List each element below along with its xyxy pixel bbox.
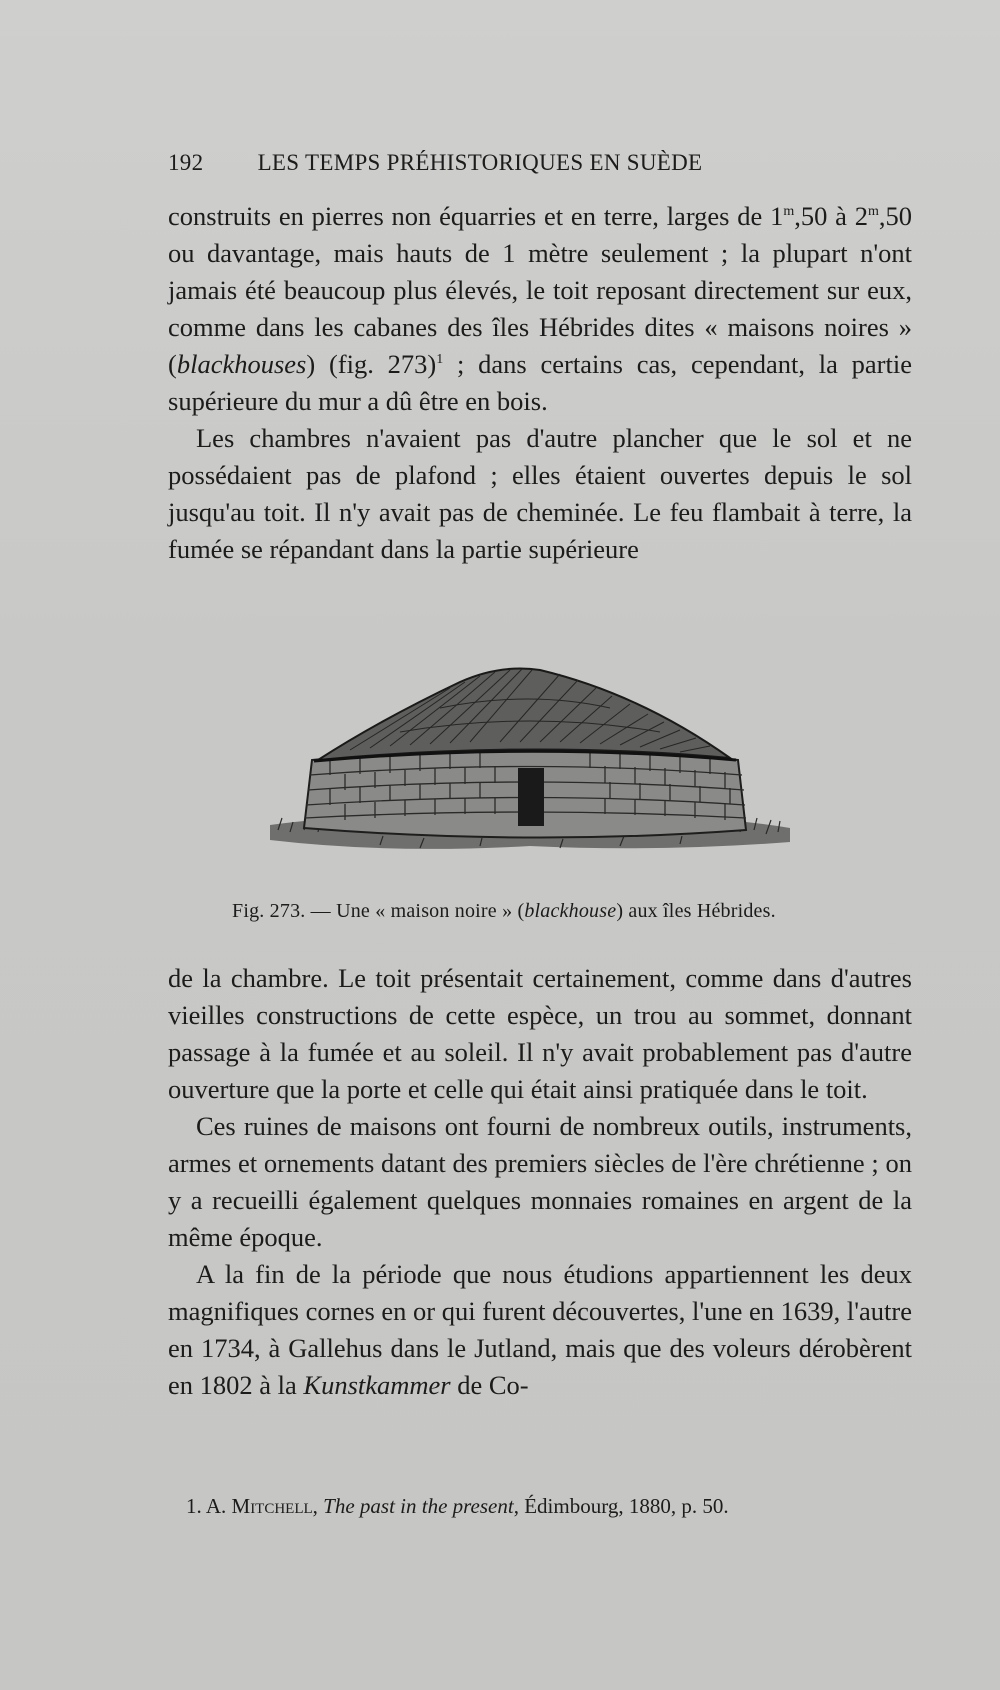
running-title: LES TEMPS PRÉHISTORIQUES EN SUÈDE [257,150,703,175]
footnote-author: Mitchell [231,1494,313,1518]
p1-italic-term: blackhouses [176,349,307,379]
paragraph-1 [168,198,912,420]
text-block-top [168,198,912,568]
p5-italic-term: Kunstkammer [303,1370,451,1400]
page-number: 192 [168,150,204,175]
paragraph-3: de la chambre. Le toit présentait certainement, comme dans d'autres vieilles constructions de cette espèce, un trou au sommet, donnant passage à la fumée et au soleil. Il n'y avait probablement pas d'autre ouverture que la porte et celle qui était ainsi pratiquée dans le toit. [168,963,912,1104]
paragraph-4: Ces ruines de maisons ont fourni de nombreux outils, instruments, armes et ornements datant des premiers siècles de l'ère chrétienne ; on y a recueilli également quelques monnaies romaines en argent de la même époque. [168,1111,912,1252]
footnote-separator: , [312,1494,324,1518]
p1-text-c: ,50 ou davantage, mais hauts de 1 mètre seulement ; la plupart n'ont jamais été beaucoup plus élevés, le toit reposant directement sur eux, comme dans les cabanes des îles Hébrides dites « maisons noires » ( [168,201,912,379]
p1-text-b: ,50 à 2 [794,201,868,231]
footnote [186,1494,886,1519]
p1-text-d: ) (fig. 273) [306,349,437,379]
footnote-reference: 1 [436,352,444,368]
footnote-number: 1. A. [186,1494,232,1518]
paragraph-5 [168,1256,912,1404]
p1-superscript-1: m [783,204,795,220]
figure-caption [232,900,872,923]
p5-text-a: A la fin de la période que nous étudions appartiennent les deux magnifiques cornes en or qui furent découvertes, l'une en 1639, l'autre en 1734, à Gallehus dans le Jutland, mais que des voleurs dérobèrent en 1802 à la [168,1259,912,1400]
caption-italic-term: blackhouse [524,900,617,922]
caption-text-a: Fig. 273. — Une « maison noire » ( [232,900,525,922]
footnote-rest: , Édimbourg, 1880, p. 50. [513,1494,729,1518]
running-head [168,150,772,176]
caption-text-b: ) aux îles Hébrides. [616,900,776,922]
p1-text-e: ; dans certains cas, cependant, la partie supérieure du mur a dû être en bois. [168,349,912,416]
p1-text-a: construits en pierres non équarries et en terre, larges de 1 [168,201,784,231]
blackhouse-illustration [260,660,800,880]
footnote-title: The past in the present [323,1494,514,1518]
paragraph-2: Les chambres n'avaient pas d'autre plancher que le sol et ne possédaient pas de plafond ; elles étaient ouvertes depuis le sol jusqu'au toit. Il n'y avait pas de cheminée. Le feu flambait à terre, la fumée se répandant dans la partie supérieure [168,423,912,564]
p5-text-b: de Co- [450,1370,529,1400]
p1-superscript-2: m [867,204,879,220]
text-block-bottom [168,960,912,1404]
